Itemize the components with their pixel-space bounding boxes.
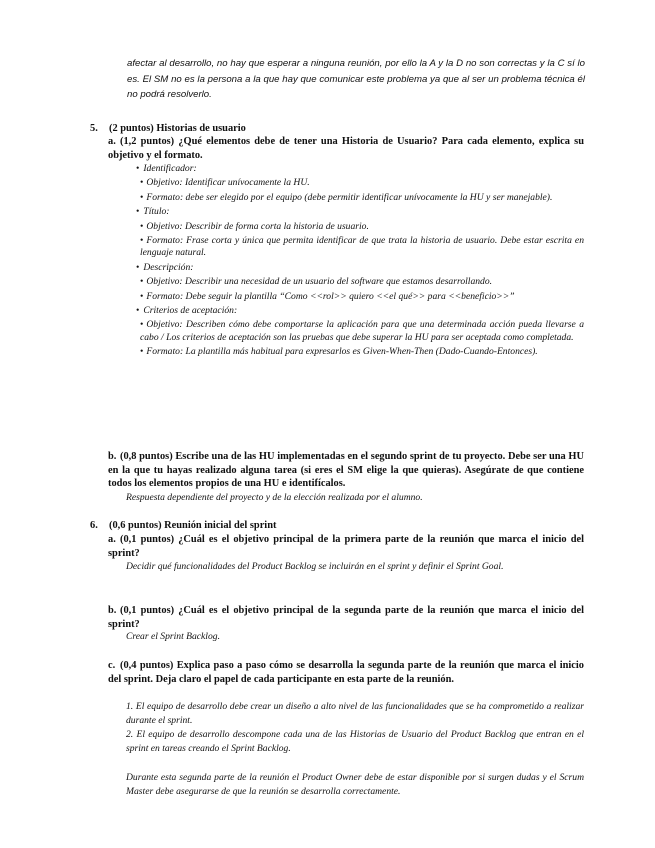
intro-paragraph: afectar al desarrollo, no hay que esperar a ninguna reunión, por ello la A y la D no son correctas y la C sí lo es. El SM no es la persona a la que hay que comunicar este problema ya que al ser un problema técnica él no podrá resolverlo. [127, 58, 585, 100]
section-title: (0,6 puntos) Reunión inicial del sprint [109, 520, 277, 531]
question-6b [108, 604, 584, 631]
question-letter: b. [108, 605, 117, 616]
question-text: (0,8 puntos) Escribe una de las HU implementadas en el segundo sprint de tu proyecto. Debe ser una HU en la que tu hayas realizado alguna tarea (si eres el SM elige la que quieras). Asegúrate de que contiene todos los elementos propios de una HU e identifícalos. [108, 451, 584, 489]
section-number: 6. [90, 520, 98, 531]
list-subitem: • Objetivo: Describir una necesidad de un usuario del software que estamos desarrollando. [140, 276, 584, 288]
hu-elements-list [136, 163, 584, 361]
list-subitem: • Objetivo: Describir de forma corta la historia de usuario. [140, 221, 584, 233]
question-6a [108, 533, 584, 560]
list-subitem: • Objetivo: Identificar unívocamente la HU. [140, 177, 584, 189]
list-item: • Descripción: [136, 262, 584, 274]
question-text: (1,2 puntos) ¿Qué elementos debe de tener una Historia de Usuario? Para cada elemento, explica su objetivo y el formato. [108, 136, 584, 161]
list-subitem: • Formato: Debe seguir la plantilla “Como <<rol>> quiero <<el qué>> para <<beneficio>>” [140, 291, 584, 303]
section-5-heading [90, 122, 246, 135]
question-text: (0,1 puntos) ¿Cuál es el objetivo principal de la segunda parte de la reunión que marca el inicio del sprint? [108, 605, 584, 630]
answer-5b: Respuesta dependiente del proyecto y de la elección realizada por el alumno. [126, 492, 423, 503]
answer-6c-step-1: 1. El equipo de desarrollo debe crear un diseño a alto nivel de las funcionalidades que se ha comprometido a realizar durante el sprint. [126, 701, 584, 726]
question-5b [108, 450, 584, 491]
list-item: • Criterios de aceptación: [136, 305, 584, 317]
question-text: (0,1 puntos) ¿Cuál es el objetivo principal de la primera parte de la reunión que marca el inicio del sprint? [108, 534, 584, 559]
answer-6c-note: Durante esta segunda parte de la reunión el Product Owner debe de estar disponible por si surgen dudas y el Scrum Master debe asegurarse de que la reunión se desarrolla correctamente. [126, 772, 584, 797]
answer-6a: Decidir qué funcionalidades del Product Backlog se incluirán en el sprint y definir el Sprint Goal. [126, 561, 504, 572]
question-letter: a. [108, 136, 116, 147]
list-item: • Título: [136, 206, 584, 218]
question-5a [108, 135, 584, 162]
question-letter: c. [108, 660, 116, 671]
question-text: (0,4 puntos) Explica paso a paso cómo se desarrolla la segunda parte de la reunión que marca el inicio del sprint. Deja claro el papel de cada participante en esta parte de la reunión. [108, 660, 584, 685]
list-subitem: • Formato: debe ser elegido por el equipo (debe permitir identificar unívocamente la HU y ser manejable). [140, 192, 584, 204]
list-item: • Identificador: [136, 163, 584, 175]
list-subitem: • Objetivo: Describen cómo debe comportarse la aplicación para que una determinada acción pueda llevarse a cabo / Los criterios de aceptación son las pruebas que debe superar la HU para ser aceptada como completada. [140, 319, 584, 344]
answer-6c-step-2: 2. El equipo de desarrollo descompone cada una de las Historias de Usuario del Product Backlog que entran en el sprint en tareas creando el Sprint Backlog. [126, 729, 584, 754]
section-number: 5. [90, 123, 98, 134]
question-6c [108, 659, 584, 686]
question-letter: a. [108, 534, 116, 545]
answer-6b: Crear el Sprint Backlog. [126, 631, 220, 642]
section-6-heading [90, 519, 276, 532]
list-subitem: • Formato: Frase corta y única que permita identificar de que trata la historia de usuario. Debe estar escrita en lenguaje natural. [140, 235, 584, 260]
list-subitem: • Formato: La plantilla más habitual para expresarlos es Given-When-Then (Dado-Cuando-Entonces). [140, 346, 584, 358]
section-title: (2 puntos) Historias de usuario [109, 123, 246, 134]
question-letter: b. [108, 451, 117, 462]
